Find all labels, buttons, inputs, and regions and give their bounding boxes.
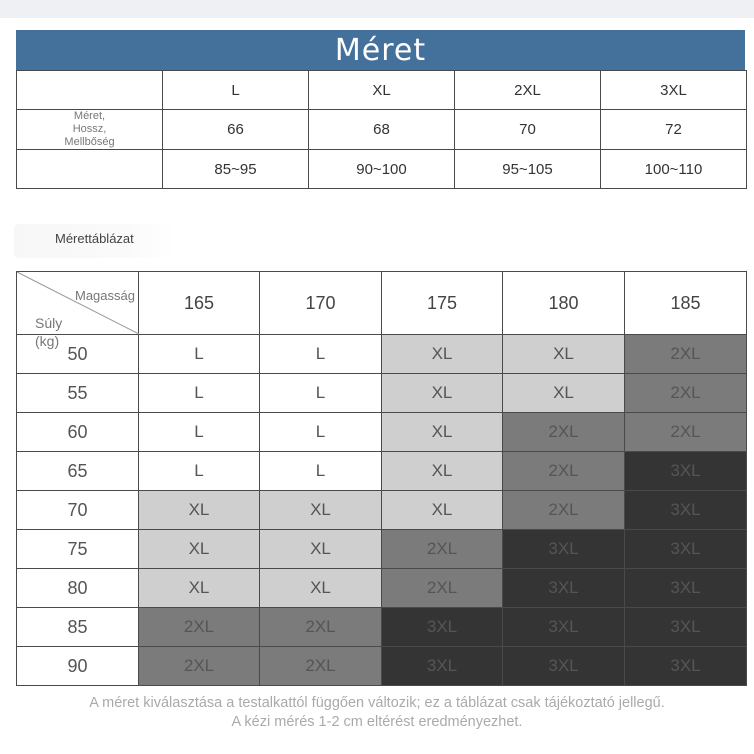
height-header-cell: 185 <box>625 272 747 335</box>
size-cell: 2XL <box>382 530 503 569</box>
length-cell: 70 <box>455 110 601 150</box>
weight-cell: 55 <box>17 374 139 413</box>
size-cell: L <box>139 374 260 413</box>
size-cell: 3XL <box>625 491 747 530</box>
height-header-cell: 180 <box>503 272 625 335</box>
size-header-cell: L <box>163 71 309 110</box>
size-cell: 2XL <box>503 491 625 530</box>
weight-row <box>17 530 747 569</box>
size-cell: XL <box>260 530 382 569</box>
size-cell: 3XL <box>503 569 625 608</box>
size-table-row <box>17 150 747 189</box>
size-cell: L <box>139 335 260 374</box>
corner-cell <box>17 272 139 349</box>
disclaimer-line: A méret kiválasztása a testalkattól függően változik; ez a táblázat csak tájékoztató jellegű. <box>89 695 665 711</box>
size-cell: 2XL <box>139 608 260 647</box>
weight-cell: 90 <box>17 647 139 686</box>
size-header-cell: 3XL <box>601 71 747 110</box>
size-cell: 3XL <box>382 647 503 686</box>
size-cell: L <box>260 413 382 452</box>
size-cell: XL <box>382 374 503 413</box>
size-cell: L <box>260 452 382 491</box>
row-label-text: Méret, Hossz, Mellbőség <box>64 110 115 148</box>
weight-cell: 50 <box>17 335 139 374</box>
weight-row <box>17 569 747 608</box>
size-cell: 2XL <box>503 452 625 491</box>
size-cell: XL <box>382 491 503 530</box>
weight-cell: 60 <box>17 413 139 452</box>
size-cell: 3XL <box>625 452 747 491</box>
size-cell: L <box>260 374 382 413</box>
weight-row <box>17 374 747 413</box>
top-band <box>0 0 754 18</box>
size-cell: 3XL <box>625 608 747 647</box>
size-cell: 2XL <box>625 335 747 374</box>
row-label <box>17 150 163 189</box>
weight-cell: 75 <box>17 530 139 569</box>
chest-cell: 90~100 <box>309 150 455 189</box>
size-header-cell: XL <box>309 71 455 110</box>
chest-cell: 95~105 <box>455 150 601 189</box>
size-cell: 3XL <box>503 608 625 647</box>
weight-cell: 65 <box>17 452 139 491</box>
weight-row <box>17 413 747 452</box>
weight-row <box>17 608 747 647</box>
row-label <box>17 110 163 150</box>
height-header-cell: 170 <box>260 272 382 335</box>
length-cell: 72 <box>601 110 747 150</box>
size-cell: XL <box>139 530 260 569</box>
size-cell: XL <box>382 335 503 374</box>
disclaimer-note <box>0 694 754 732</box>
weight-row <box>17 647 747 686</box>
height-axis-label: Magasság <box>75 288 135 303</box>
weight-cell: 85 <box>17 608 139 647</box>
length-cell: 68 <box>309 110 455 150</box>
size-cell: 3XL <box>503 530 625 569</box>
size-cell: XL <box>139 491 260 530</box>
chart-caption: Mérettáblázat <box>14 224 174 258</box>
height-header-cell: 165 <box>139 272 260 335</box>
weight-row <box>17 491 747 530</box>
size-cell: XL <box>260 569 382 608</box>
size-cell: 3XL <box>382 608 503 647</box>
weight-cell: 80 <box>17 569 139 608</box>
weight-axis-label: Súly (kg) <box>35 315 63 349</box>
size-table <box>16 70 747 189</box>
size-cell: 2XL <box>625 374 747 413</box>
size-cell: L <box>139 452 260 491</box>
size-cell: L <box>139 413 260 452</box>
chest-cell: 100~110 <box>601 150 747 189</box>
size-cell: XL <box>382 452 503 491</box>
size-cell: XL <box>382 413 503 452</box>
size-cell: 2XL <box>139 647 260 686</box>
row-label <box>17 71 163 110</box>
size-cell: 2XL <box>260 608 382 647</box>
size-cell: 3XL <box>625 569 747 608</box>
weight-row <box>17 335 747 374</box>
size-cell: XL <box>139 569 260 608</box>
height-header-cell: 175 <box>382 272 503 335</box>
chest-cell: 85~95 <box>163 150 309 189</box>
page-title: Méret <box>16 30 745 70</box>
weight-row <box>17 452 747 491</box>
size-recommendation-grid <box>16 271 747 686</box>
disclaimer-line: A kézi mérés 1-2 cm eltérést eredményezhet. <box>231 714 523 730</box>
size-cell: 3XL <box>625 647 747 686</box>
size-cell: XL <box>260 491 382 530</box>
size-cell: 2XL <box>382 569 503 608</box>
size-cell: XL <box>503 335 625 374</box>
size-table-row <box>17 71 747 110</box>
size-cell: 3XL <box>503 647 625 686</box>
size-cell: 2XL <box>260 647 382 686</box>
size-table-row <box>17 110 747 150</box>
size-cell: 3XL <box>625 530 747 569</box>
size-cell: XL <box>503 374 625 413</box>
height-header-row <box>17 272 747 335</box>
weight-cell: 70 <box>17 491 139 530</box>
size-cell: 2XL <box>503 413 625 452</box>
size-cell: L <box>260 335 382 374</box>
size-header-cell: 2XL <box>455 71 601 110</box>
size-cell: 2XL <box>625 413 747 452</box>
length-cell: 66 <box>163 110 309 150</box>
